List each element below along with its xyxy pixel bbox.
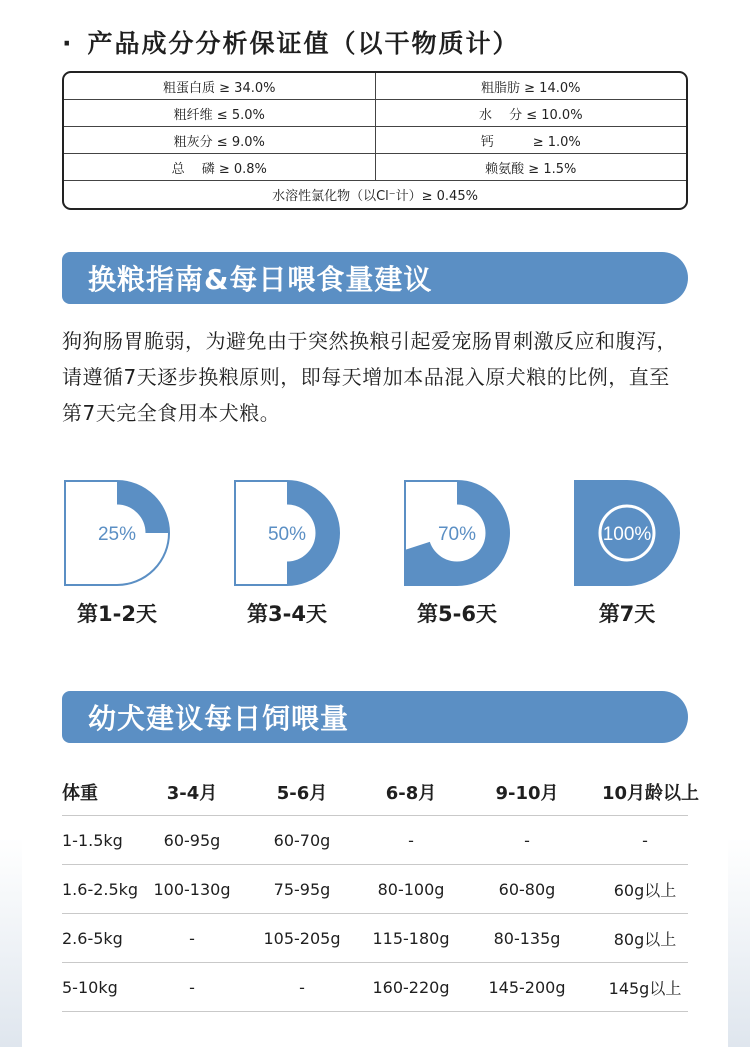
weight-cell: 2.6-5kg	[62, 928, 123, 948]
amount-cell: 115-180g	[372, 928, 450, 948]
weight-cell: 1.6-2.5kg	[62, 879, 139, 899]
table-row	[62, 914, 688, 963]
bullet-dot: ·	[62, 29, 74, 58]
table-row	[62, 816, 688, 865]
nutrition-cell: 赖氨酸 ≥ 1.5%	[375, 154, 687, 180]
feeding-section-header	[62, 691, 688, 743]
nutrition-cell-full: 水溶性氯化物（以Cl⁻计）≥ 0.45%	[272, 189, 478, 204]
amount-cell: -	[189, 977, 195, 997]
ratio-chart	[404, 480, 510, 586]
nutrition-cell: 粗纤维 ≤ 5.0%	[173, 107, 265, 123]
amount-cell: 105-205g	[263, 928, 341, 948]
amount-cell: 145-200g	[488, 977, 566, 997]
ratio-label: 第5-6天	[417, 602, 497, 626]
nutrition-cell: 总 磷 ≥ 0.8%	[171, 161, 267, 177]
weight-cell: 5-10kg	[62, 977, 118, 997]
nutrition-table	[62, 71, 688, 210]
table-row	[62, 963, 688, 1012]
table-row	[62, 865, 688, 914]
amount-cell: 145g以上	[608, 978, 682, 998]
ratio-icon-day1-2	[64, 480, 170, 586]
amount-cell: 80g以上	[613, 929, 677, 949]
amount-cell: 100-130g	[153, 879, 231, 899]
ratio-label: 第1-2天	[77, 602, 157, 626]
ratio-percent-text: 100%	[602, 524, 652, 545]
nutrition-row-full	[64, 181, 686, 208]
header-age: 3-4月	[166, 782, 218, 804]
amount-cell: -	[299, 977, 305, 997]
nutrition-row	[64, 127, 686, 154]
amount-cell: 80-135g	[493, 928, 561, 948]
guide-section-header	[62, 252, 688, 304]
nutrition-row	[64, 73, 686, 100]
header-age: 10月龄以上	[602, 782, 700, 804]
amount-cell: 60g以上	[613, 880, 677, 900]
ratio-icon-day5-6	[404, 480, 510, 586]
ratio-chart	[574, 480, 680, 586]
nutrition-row	[64, 100, 686, 127]
ratio-chart	[64, 480, 170, 586]
feeding-table-header	[62, 768, 700, 816]
amount-cell: 60-95g	[163, 830, 221, 850]
ratio-percent-text: 70%	[437, 524, 477, 545]
amount-cell: -	[642, 830, 648, 850]
ratio-percent-text: 25%	[97, 524, 137, 545]
header-age: 9-10月	[495, 782, 559, 804]
amount-cell: 160-220g	[372, 977, 450, 997]
amount-cell: -	[408, 830, 414, 850]
weight-cell: 1-1.5kg	[62, 830, 123, 850]
nutrition-title-text: 产品成分分析保证值（以干物质计）	[87, 29, 520, 58]
amount-cell: 75-95g	[273, 879, 331, 899]
amount-cell: 60-80g	[498, 879, 556, 899]
amount-cell: -	[189, 928, 195, 948]
ratio-label: 第3-4天	[247, 602, 327, 626]
ratio-chart	[234, 480, 340, 586]
header-age: 6-8月	[385, 782, 437, 804]
nutrition-row	[64, 154, 686, 181]
nutrition-title	[62, 24, 520, 60]
nutrition-cell: 粗脂肪 ≥ 14.0%	[375, 73, 687, 99]
nutrition-cell: 钙 ≥ 1.0%	[375, 127, 687, 153]
ratio-label: 第7天	[598, 602, 656, 626]
guide-description: 狗狗肠胃脆弱，为避免由于突然换粮引起爱宠肠胃刺激反应和腹泻，请遵循7天逐步换粮原则，即每天增加本品混入原犬粮的比例，直至第7天完全食用本犬粮。	[62, 329, 677, 425]
ratio-percent-text: 50%	[267, 524, 307, 545]
feeding-table	[62, 768, 700, 1012]
header-weight: 体重	[62, 782, 98, 804]
header-age: 5-6月	[276, 782, 328, 804]
guide-section-title: 换粮指南&每日喂食量建议	[88, 263, 433, 296]
nutrition-cell: 粗蛋白质 ≥ 34.0%	[163, 80, 276, 96]
nutrition-cell: 水 分 ≤ 10.0%	[375, 100, 687, 126]
ratio-icon-day7	[574, 480, 680, 586]
amount-cell: 80-100g	[377, 879, 445, 899]
amount-cell: 60-70g	[273, 830, 331, 850]
feeding-section-title: 幼犬建议每日饲喂量	[88, 702, 350, 735]
ratio-icon-day3-4	[234, 480, 340, 586]
nutrition-cell: 粗灰分 ≤ 9.0%	[173, 134, 265, 150]
amount-cell: -	[524, 830, 530, 850]
